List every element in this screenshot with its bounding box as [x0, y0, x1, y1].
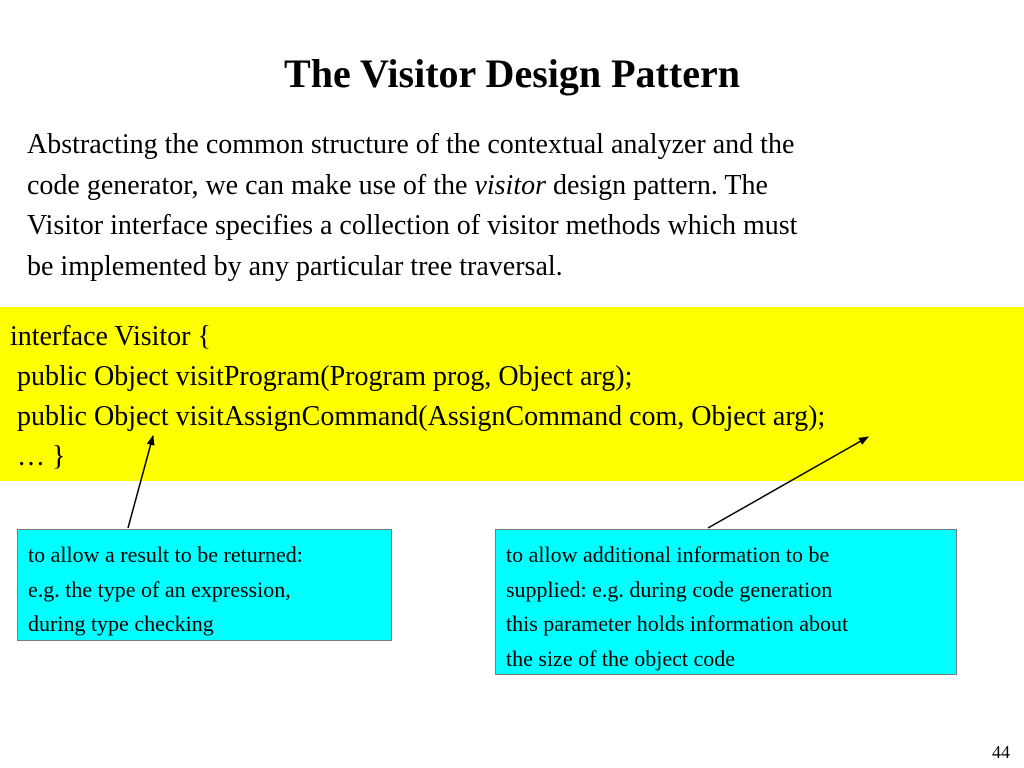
- visitor-emphasis: visitor: [474, 169, 547, 201]
- page-number: 44: [992, 742, 1010, 762]
- code-line-2: public Object visitProgram(Program prog, Object arg);: [10, 361, 633, 392]
- return-note-line-2: e.g. the type of an expression,: [28, 576, 291, 602]
- intro-line-1: Abstracting the common structure of the contextual analyzer and the: [27, 129, 795, 160]
- intro-line-3: Visitor interface specifies a collection of visitor methods which must: [27, 210, 798, 241]
- argument-note-line-1: to allow additional information to be: [506, 542, 830, 567]
- return-note-line-1: to allow a result to be returned:: [28, 542, 303, 567]
- argument-note-line-4: the size of the object code: [506, 645, 736, 671]
- code-line-4: … }: [10, 441, 66, 472]
- return-value-note: [17, 529, 392, 641]
- code-line-1: interface Visitor {: [10, 321, 211, 352]
- return-type-arrow: [128, 436, 153, 528]
- code-line-3: public Object visitAssignCommand(AssignCommand com, Object arg);: [10, 401, 826, 432]
- intro-line-2-end: design pattern. The: [546, 169, 768, 201]
- intro-line-4: be implemented by any particular tree traversal.: [27, 250, 563, 282]
- argument-note: [495, 529, 957, 675]
- intro-line-2-start: code generator, we can make use of the: [27, 169, 475, 201]
- argument-note-line-2: supplied: e.g. during code generation: [506, 576, 833, 602]
- slide-title: The Visitor Design Pattern: [284, 51, 740, 96]
- argument-arrow: [708, 437, 868, 528]
- return-note-line-3: during type checking: [28, 611, 214, 636]
- argument-note-line-3: this parameter holds information about: [506, 611, 849, 636]
